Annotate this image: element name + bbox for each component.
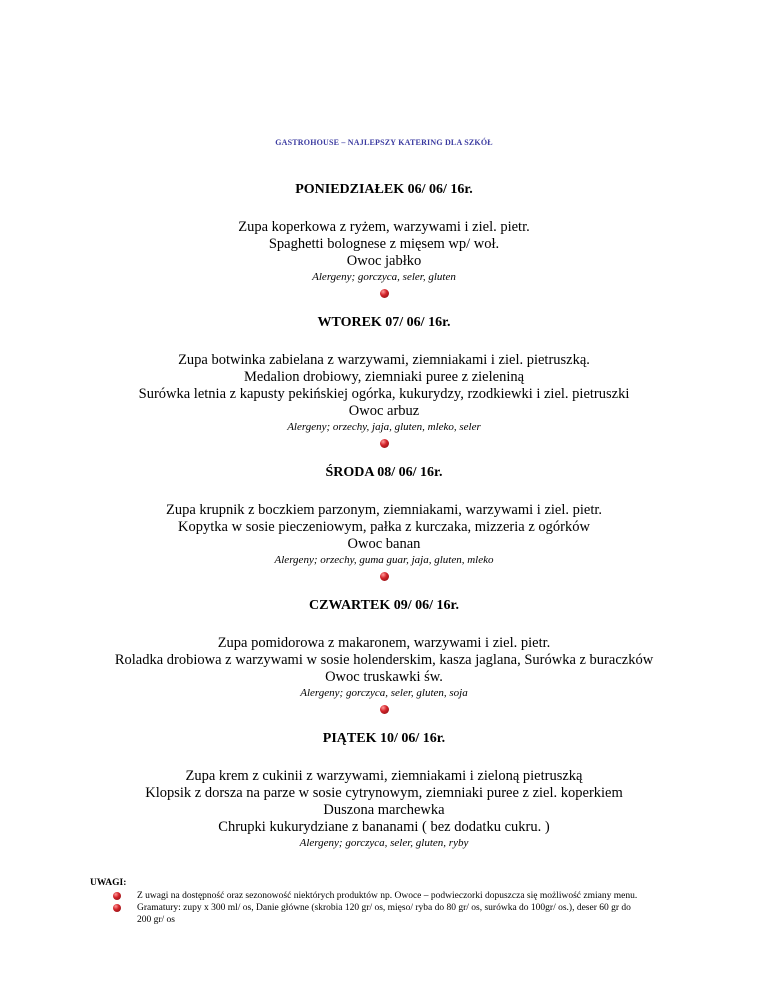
dish: Medalion drobiowy, ziemniaki puree z zieleniną	[243, 369, 525, 385]
red-ball-icon	[380, 439, 389, 448]
note-item	[113, 902, 690, 926]
day-friday	[0, 731, 768, 850]
dish: Roladka drobiowa z warzywami w sosie holenderskim, kasza jaglana, Surówka z buraczków	[114, 652, 654, 668]
page-header: GASTROHOUSE – NAJLEPSZY KATERING DLA SZKÓŁ	[275, 138, 493, 147]
red-ball-icon	[113, 904, 121, 912]
red-ball-icon	[380, 572, 389, 581]
allergens: Alergeny; gorczyca, seler, gluten, soja	[300, 687, 468, 699]
note-item	[113, 890, 690, 902]
day-monday	[0, 182, 768, 300]
notes-section	[90, 877, 690, 926]
dish: Zupa pomidorowa z makaronem, warzywami i ziel. pietr.	[217, 635, 551, 651]
day-title: ŚRODA 08/ 06/ 16r.	[325, 465, 443, 480]
dish: Kopytka w sosie pieczeniowym, pałka z kurczaka, mizzeria z ogórków	[178, 519, 590, 535]
allergens: Alergeny; orzechy, jaja, gluten, mleko, seler	[287, 421, 481, 433]
day-wednesday	[0, 465, 768, 583]
dish: Zupa koperkowa z ryżem, warzywami i ziel. pietr.	[238, 219, 530, 235]
dish: Klopsik z dorsza na parze w sosie cytrynowym, ziemniaki puree z ziel. koperkiem	[145, 785, 623, 801]
day-title: CZWARTEK 09/ 06/ 16r.	[309, 598, 459, 613]
dish: Owoc jabłko	[346, 253, 422, 269]
notes-title: UWAGI:	[90, 878, 127, 888]
dish: Spaghetti bolognese z mięsem wp/ woł.	[268, 236, 500, 252]
dish: Zupa krupnik z boczkiem parzonym, ziemniakami, warzywami i ziel. pietr.	[165, 502, 603, 518]
day-title: WTOREK 07/ 06/ 16r.	[317, 315, 451, 330]
dish: Owoc arbuz	[348, 403, 420, 419]
day-tuesday	[0, 315, 768, 450]
dish: Duszona marchewka	[323, 802, 445, 818]
day-title: PIĄTEK 10/ 06/ 16r.	[322, 731, 446, 746]
note-text: Gramatury: zupy x 300 ml/ os, Danie główne (skrobia 120 gr/ os, mięso/ ryba do 80 gr/ os, surówka do 100gr/ os.), deser 60 gr do 200 gr/ os	[137, 903, 631, 925]
dish: Surówka letnia z kapusty pekińskiej ogórka, kukurydzy, rzodkiewki i ziel. pietruszki	[138, 386, 630, 402]
dish: Zupa krem z cukinii z warzywami, ziemniakami i zieloną pietruszką	[185, 768, 583, 784]
dish: Zupa botwinka zabielana z warzywami, ziemniakami i ziel. pietruszką.	[178, 352, 590, 368]
day-title: PONIEDZIAŁEK 06/ 06/ 16r.	[295, 182, 473, 197]
red-ball-icon	[380, 705, 389, 714]
day-thursday	[0, 598, 768, 716]
dish: Owoc banan	[347, 536, 421, 552]
dish: Owoc truskawki św.	[325, 669, 443, 685]
weekly-menu	[0, 182, 768, 852]
dish: Chrupki kukurydziane z bananami ( bez dodatku cukru. )	[218, 819, 550, 835]
allergens: Alergeny; gorczyca, seler, gluten, ryby	[299, 837, 469, 849]
allergens: Alergeny; gorczyca, seler, gluten	[312, 271, 456, 283]
allergens: Alergeny; orzechy, guma guar, jaja, gluten, mleko	[274, 554, 494, 566]
red-ball-icon	[113, 892, 121, 900]
red-ball-icon	[380, 289, 389, 298]
note-text: Z uwagi na dostępność oraz sezonowość niektórych produktów np. Owoce – podwieczorki dopuszcza się możliwość zmiany menu.	[137, 891, 638, 901]
